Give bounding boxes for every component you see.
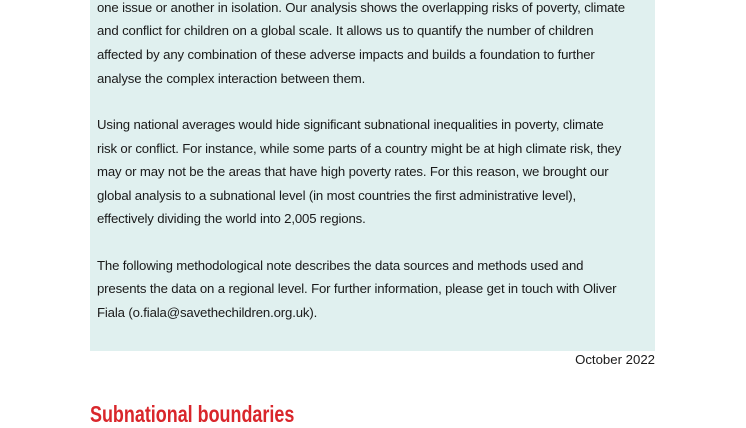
text-line: may or may not be the areas that have high poverty rates. For this reason, we brought our — [97, 164, 609, 179]
text-line: Fiala (o.fiala@savethechildren.org.uk). — [97, 305, 318, 320]
text-line: affected by any combination of these adverse impacts and builds a foundation to further — [97, 47, 595, 62]
text-line: one issue or another in isolation. Our analysis shows the overlapping risks of poverty, climate — [97, 0, 625, 15]
section-heading: Subnational boundaries — [90, 401, 295, 427]
text-line: presents the data on a regional level. For further information, please get in touch with Oliver — [97, 281, 617, 296]
publication-date: October 2022 — [575, 352, 655, 367]
text-line: global analysis to a subnational level (in most countries the first administrative level), — [97, 188, 577, 203]
text-line: The following methodological note describes the data sources and methods used and — [97, 258, 584, 273]
text-line: effectively dividing the world into 2,005 regions. — [97, 211, 366, 226]
text-line: analyse the complex interaction between them. — [97, 71, 366, 86]
text-line: Using national averages would hide significant subnational inequalities in poverty, climate — [97, 117, 604, 132]
text-line: risk or conflict. For instance, while some parts of a country might be at high climate risk, they — [97, 141, 622, 156]
text-line: and conflict for children on a global scale. It allows us to quantify the number of children — [97, 23, 594, 38]
